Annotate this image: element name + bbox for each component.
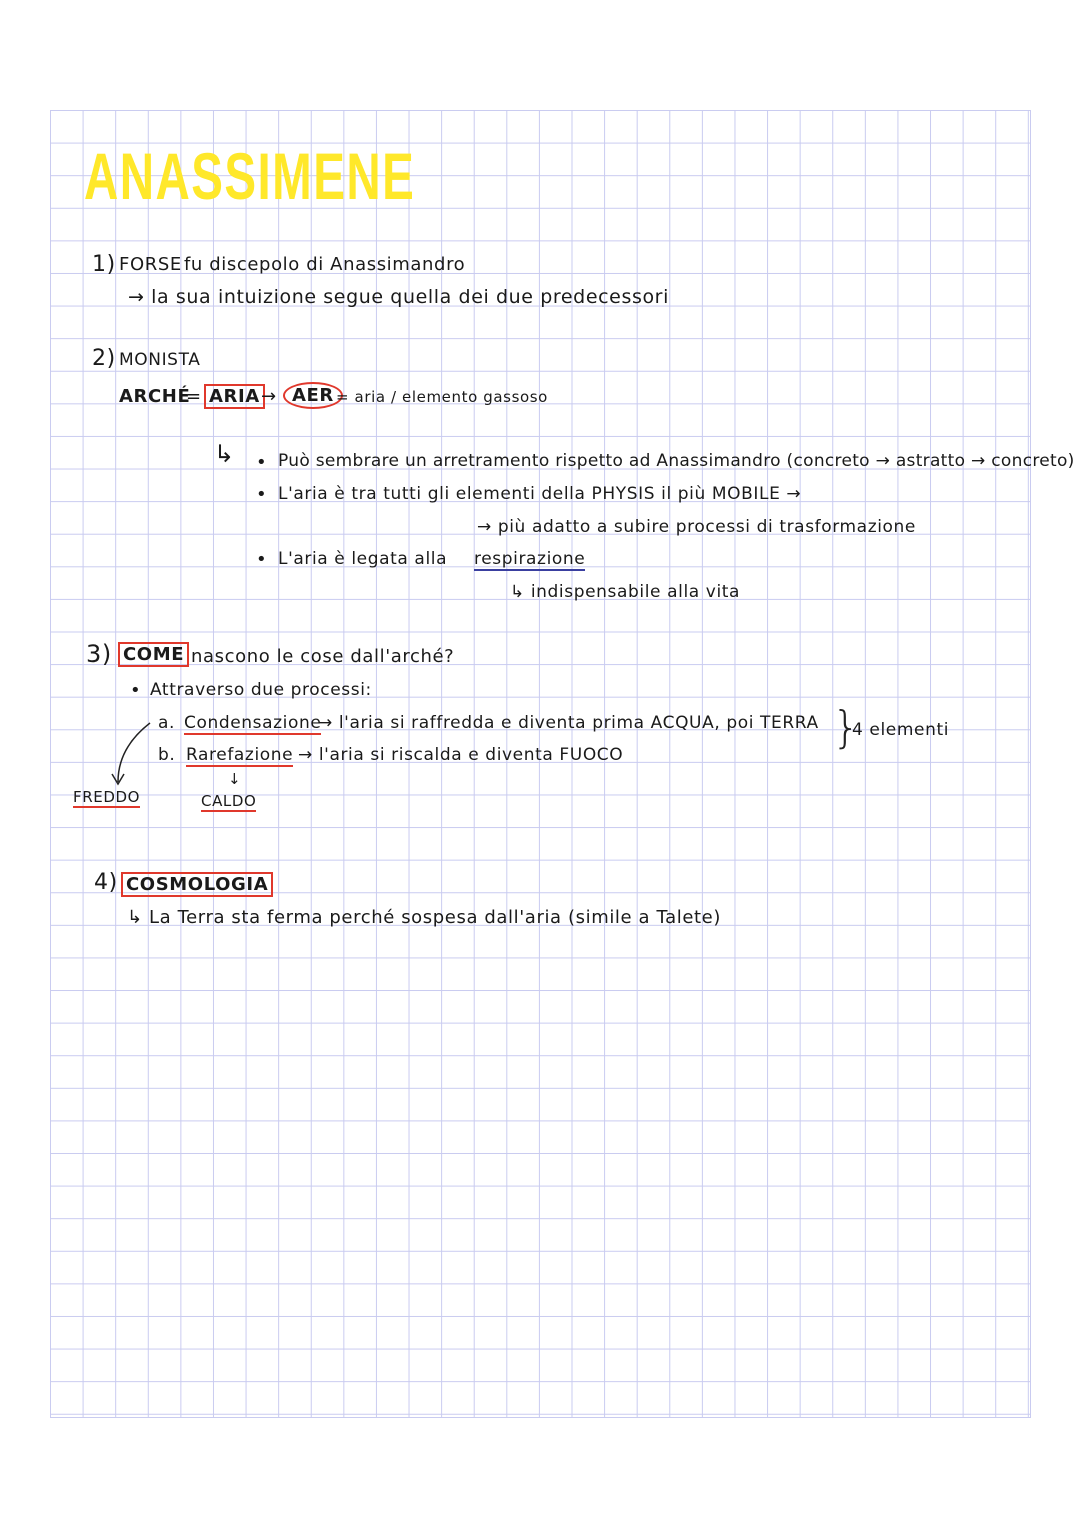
four-elements-note: 4 elementi	[852, 720, 950, 740]
processes-intro: Attraverso due processi:	[150, 680, 372, 700]
item-a-label: a.	[158, 713, 176, 733]
cosmologia-box: COSMOLOGIA	[121, 872, 273, 897]
brace: }	[832, 702, 860, 753]
section-1-text: fu discepolo di Anassimandro	[184, 254, 466, 275]
bullet-1: Può sembrare un arretramento rispetto ad Anassimandro (concreto → astratto → concreto)	[278, 451, 1075, 471]
condensazione-text: → l'aria si raffredda e diventa prima ACQUA, poi TERRA	[318, 713, 819, 733]
condensazione-keyword: Condensazione	[184, 713, 322, 733]
bullet-3: L'aria è legata alla	[278, 549, 448, 569]
bullet-3-sub: ↳ indispensabile alla vita	[510, 582, 741, 602]
section-1-sub: → la sua intuizione segue quella dei due predecessori	[128, 286, 669, 308]
rarefazione-keyword: Rarefazione	[186, 745, 294, 765]
rarefazione-text: → l'aria si riscalda e diventa FUOCO	[298, 745, 624, 765]
section-2-number: 2)	[92, 346, 116, 371]
section-2-heading: MONISTA	[119, 350, 201, 370]
arche-label: ARCHÉ	[119, 386, 191, 407]
hook-arrow: ↳	[214, 440, 235, 468]
aria-box: ARIA	[204, 384, 265, 409]
cosmologia-text: ↳ La Terra sta ferma perché sospesa dall'aria (simile a Talete)	[127, 907, 721, 928]
bullet-dot: •	[130, 680, 142, 701]
section-1-forse: FORSE	[119, 254, 182, 275]
section-4-number: 4)	[94, 870, 118, 895]
equals-sign: =	[186, 386, 202, 407]
section-3-number: 3)	[86, 640, 112, 668]
bullet-dot: •	[256, 484, 268, 505]
down-arrow: ↓	[228, 770, 242, 788]
bullet-2-cont: → più adatto a subire processi di trasformazione	[477, 517, 916, 537]
aer-definition: = aria / elemento gassoso	[336, 388, 548, 406]
bullet-dot: •	[256, 452, 268, 473]
bullet-dot: •	[256, 549, 268, 570]
bullet-2: L'aria è tra tutti gli elementi della PHYSIS il più MOBILE →	[278, 484, 802, 504]
arrow: →	[261, 386, 277, 407]
section-3-question: nascono le cose dall'arché?	[191, 646, 455, 667]
respirazione-keyword: respirazione	[474, 549, 586, 569]
come-box: COME	[118, 642, 189, 667]
section-1-number: 1)	[92, 252, 116, 277]
page-title: ANASSIMENE	[84, 139, 416, 213]
caldo-label: CALDO	[201, 792, 257, 810]
aer-circle: AER	[283, 382, 343, 409]
freddo-label: FREDDO	[73, 788, 141, 806]
item-b-label: b.	[158, 745, 176, 765]
